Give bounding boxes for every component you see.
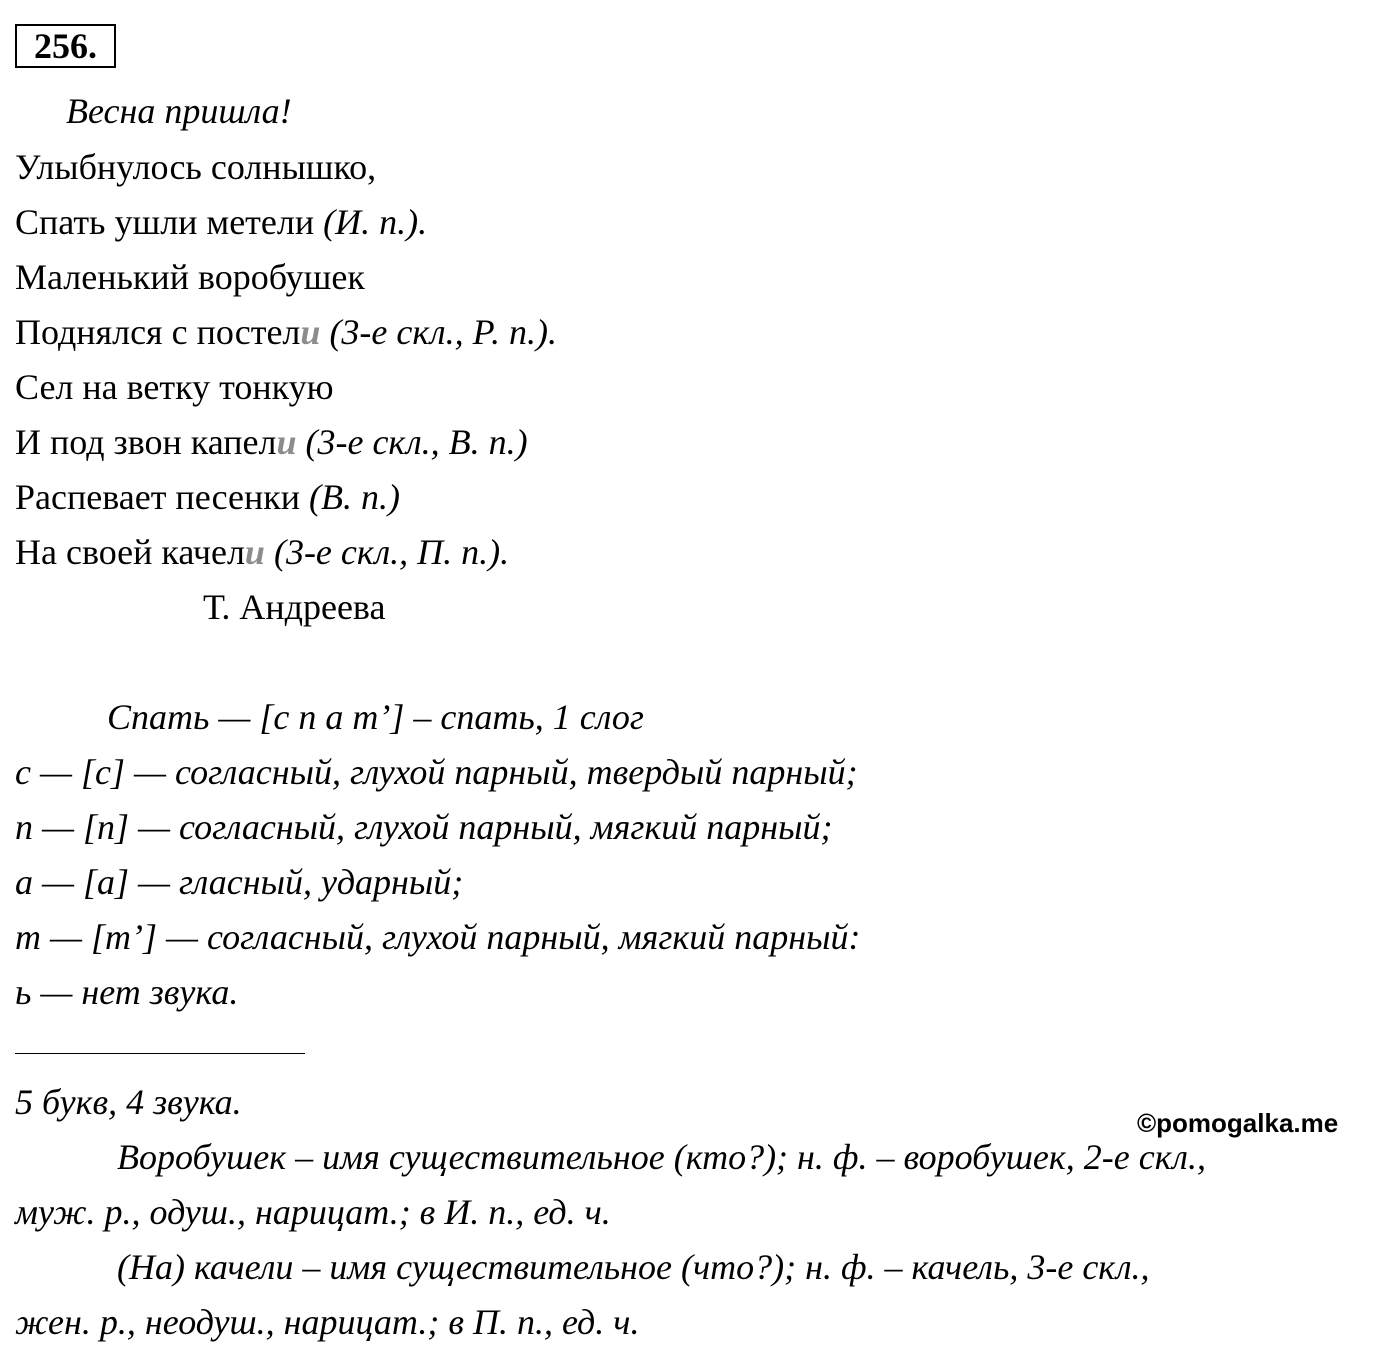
- poem-line-4: [15, 310, 557, 354]
- poem-line-7: [15, 475, 400, 519]
- watermark: ©pomogalka.me: [1137, 1108, 1339, 1138]
- phonetic-s: с — [с] — согласный, глухой парный, твердый парный;: [15, 752, 858, 792]
- poem-line-4-text: Поднялся с постел: [15, 312, 301, 352]
- poem-line-6: [15, 420, 528, 464]
- poem-author: Т. Андреева: [203, 587, 386, 627]
- poem-line-2-note: (И. п.).: [323, 202, 428, 242]
- poem-line-8: [15, 530, 509, 574]
- poem-line-1: Улыбнулось солнышко,: [15, 147, 377, 187]
- poem-line-2-text: Спать ушли метели: [15, 202, 324, 242]
- poem-line-8-ending: и: [244, 532, 265, 572]
- phonetic-head: Спать — [с п а т’] – спать, 1 слог: [107, 697, 644, 737]
- phonetic-soft-sign: ь — нет звука.: [15, 972, 239, 1012]
- poem-line-6-note: (3-е скл., В. п.): [296, 422, 528, 462]
- parse-kacheli-1: (На) качели – имя существительное (что?); н. ф. – качель, 3-е скл.,: [117, 1247, 1150, 1287]
- parse-vorobushek-2: муж. р., одуш., нарицат.; в И. п., ед. ч.: [15, 1192, 611, 1232]
- poem-line-7-text: Распевает песенки: [15, 477, 309, 517]
- poem-line-8-note: (3-е скл., П. п.).: [264, 532, 510, 572]
- poem-line-6-text: И под звон капел: [15, 422, 277, 462]
- phonetic-p: п — [п] — согласный, глухой парный, мягкий парный;: [15, 807, 833, 847]
- divider-line: [15, 1053, 305, 1054]
- parse-vorobushek-1: Воробушек – имя существительное (кто?); н. ф. – воробушек, 2-е скл.,: [117, 1137, 1206, 1177]
- poem-line-6-ending: и: [276, 422, 297, 462]
- phonetic-t: т — [т’] — согласный, глухой парный, мягкий парный:: [15, 917, 861, 957]
- parse-kacheli-2: жен. р., неодуш., нарицат.; в П. п., ед. ч.: [15, 1302, 640, 1342]
- poem-title: Весна пришла!: [66, 91, 292, 131]
- poem-line-7-note: (В. п.): [309, 477, 400, 517]
- letter-sound-count: 5 букв, 4 звука.: [15, 1082, 242, 1122]
- poem-line-2: [15, 200, 427, 244]
- phonetic-a: а — [а] — гласный, ударный;: [15, 862, 464, 902]
- exercise-number: 256.: [15, 24, 116, 68]
- poem-line-4-ending: и: [300, 312, 321, 352]
- poem-line-5: Сел на ветку тонкую: [15, 367, 334, 407]
- poem-line-3: Маленький воробушек: [15, 257, 365, 297]
- poem-line-4-note: (3-е скл., Р. п.).: [320, 312, 558, 352]
- poem-line-8-text: На своей качел: [15, 532, 245, 572]
